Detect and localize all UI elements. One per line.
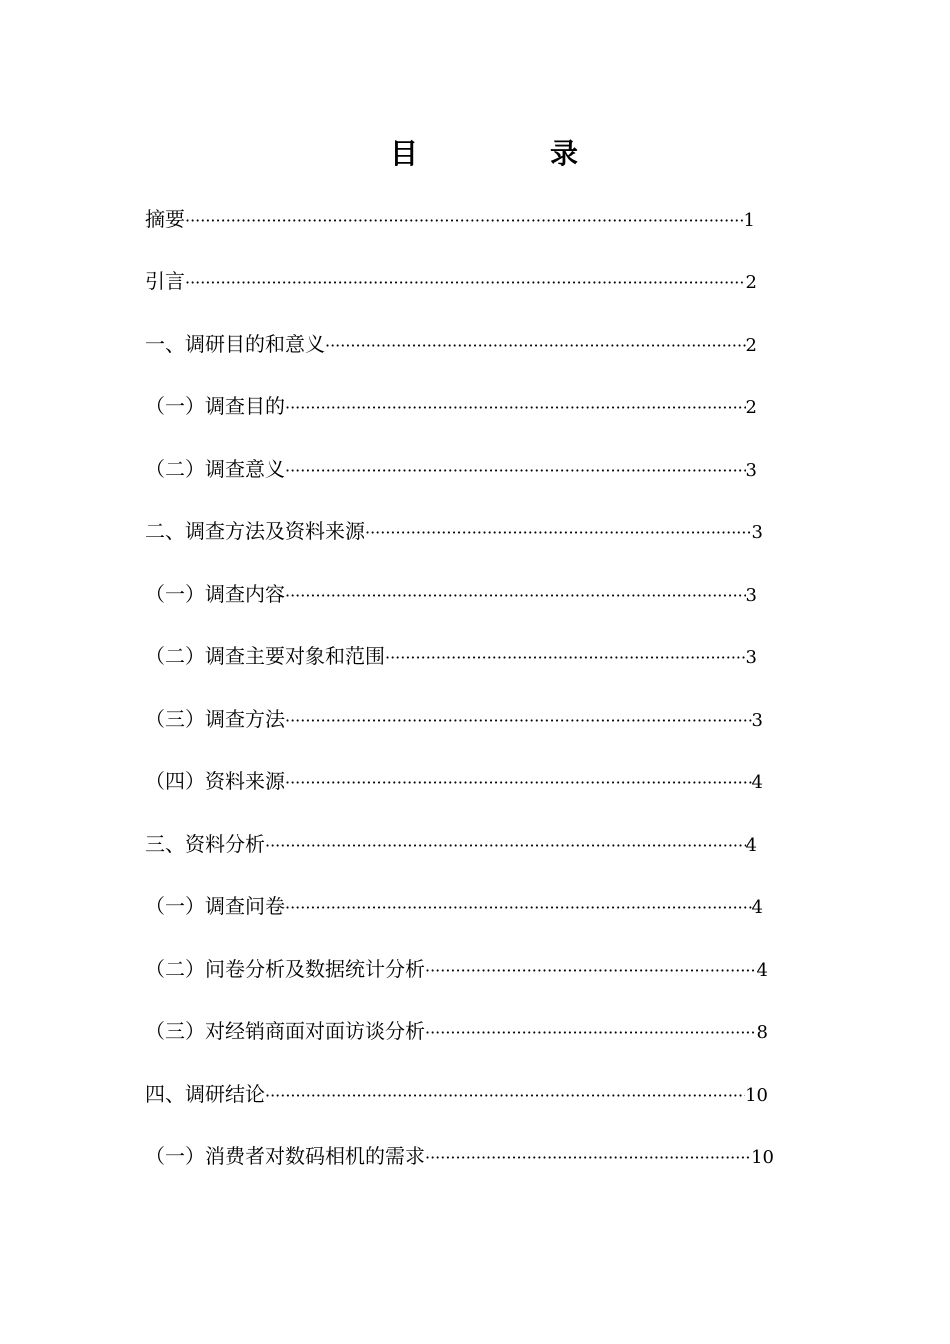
toc-leader-dots [425, 1023, 757, 1042]
toc-entry-label: （三）调查方法 [145, 707, 285, 731]
toc-entry[interactable] [145, 1015, 768, 1045]
toc-entry-page-number: 2 [745, 335, 757, 356]
toc-entry-label: （四）资料来源 [145, 769, 285, 793]
toc-entry-page-number: 4 [751, 897, 763, 918]
toc-entry[interactable] [145, 390, 757, 420]
toc-entry-label: （一）调查问卷 [145, 894, 285, 918]
toc-entry[interactable] [145, 328, 757, 358]
toc-leader-dots [285, 586, 746, 605]
toc-entry-page-number: 3 [745, 647, 757, 668]
toc-entry[interactable] [145, 515, 763, 545]
toc-entry-page-number: 1 [743, 210, 755, 231]
toc-entry-page-number: 2 [745, 272, 757, 293]
toc-leader-dots [265, 836, 746, 855]
toc-entry[interactable] [145, 1078, 768, 1108]
toc-entry-page-number: 2 [745, 397, 757, 418]
toc-entry-label: （一）消费者对数码相机的需求 [145, 1144, 425, 1168]
toc-entry-page-number: 3 [745, 585, 757, 606]
toc-entry[interactable] [145, 265, 757, 295]
toc-entry-label: 四、调研结论 [145, 1082, 265, 1106]
toc-entry[interactable] [145, 203, 755, 233]
toc-entry-label: （二）调查主要对象和范围 [145, 644, 385, 668]
toc-entry[interactable] [145, 890, 763, 920]
toc-entry-page-number: 4 [745, 835, 757, 856]
toc-entry-label: （二）调查意义 [145, 457, 285, 481]
toc-leader-dots [265, 1086, 745, 1105]
toc-entry[interactable] [145, 453, 757, 483]
toc-entry-label: 摘要 [145, 207, 185, 231]
toc-entry-label: （二）问卷分析及数据统计分析 [145, 957, 425, 981]
toc-entry-page-number: 3 [745, 460, 757, 481]
toc-entry-page-number: 10 [745, 1085, 768, 1106]
toc-entry[interactable] [145, 703, 763, 733]
toc-leader-dots [325, 336, 746, 355]
toc-entry[interactable] [145, 578, 757, 608]
toc-entry[interactable] [145, 1140, 774, 1170]
toc-leader-dots [285, 773, 752, 792]
toc-leader-dots [365, 523, 752, 542]
toc-leader-dots [425, 1148, 751, 1167]
toc-entry[interactable] [145, 828, 757, 858]
toc-entry[interactable] [145, 953, 768, 983]
toc-leader-dots [285, 398, 746, 417]
toc-entry-label: 引言 [145, 269, 185, 293]
toc-leader-dots [385, 648, 746, 667]
toc-entry-page-number: 3 [751, 710, 763, 731]
toc-entry[interactable] [145, 765, 763, 795]
toc-entry-label: 三、资料分析 [145, 832, 265, 856]
toc-entry-page-number: 8 [756, 1022, 768, 1043]
toc-entry-label: （一）调查目的 [145, 394, 285, 418]
toc-entry-page-number: 3 [751, 522, 763, 543]
toc-leader-dots [425, 961, 757, 980]
toc-entry-page-number: 10 [751, 1147, 774, 1168]
toc-title: 目 录 [389, 137, 630, 170]
toc-leader-dots [185, 273, 746, 292]
toc-entry-label: （一）调查内容 [145, 582, 285, 606]
toc-entry-label: （三）对经销商面对面访谈分析 [145, 1019, 425, 1043]
toc-leader-dots [285, 898, 752, 917]
toc-entry-page-number: 4 [751, 772, 763, 793]
toc-leader-dots [185, 211, 744, 230]
toc-entry-label: 二、调查方法及资料来源 [145, 519, 365, 543]
toc-leader-dots [285, 461, 746, 480]
toc-entry-page-number: 4 [756, 960, 768, 981]
toc-leader-dots [285, 711, 752, 730]
toc-entry-label: 一、调研目的和意义 [145, 332, 325, 356]
toc-entry[interactable] [145, 640, 757, 670]
